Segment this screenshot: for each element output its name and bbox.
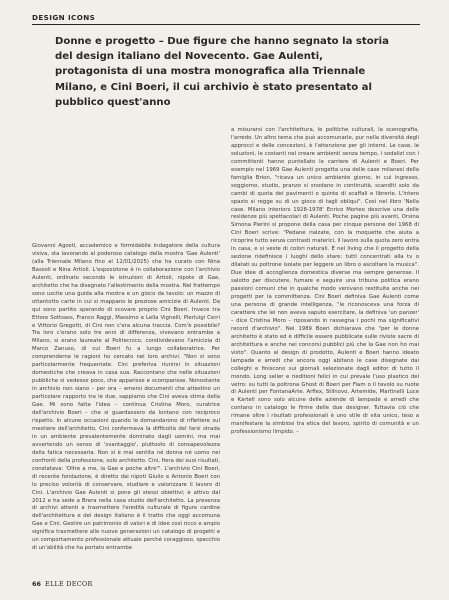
page-number: 66: [32, 580, 41, 588]
article-headline: Donne e progetto – Due figure che hanno segnato la storia del design italiano del Novecento. Gae Aulenti, protagonista di una mostra monografica alla Triennale Milano, e Cini Boeri, il cui archivio è stato presentato al pubblico quest'anno: [55, 36, 389, 108]
article-column-left: Giovanni Agosti, accademico e formidabile indagatore della cultura visiva, sta lavorando al poderoso catalogo della mostra 'Gae Aulenti' (alla Triennale Milano fino al 12/01/2025) che ha curato con Nina Bassoli e Nina Artioli. L'esposizione è in collaborazione con l'archivio Aulenti, ordinato secondo le istruzioni di Artioli, nipote di Gae, architetto che ha disegnato l'allestimento della mostra. Nel frattempo sono uscite una guida alla mostra e un gioco da tavolo: un mazzo di ottantotto carte in cui si mappano le preziose amicizie di Aulenti. Da qui sono partito sperando di scovare proprio Cini Boeri. Invece tra Ettore Sottsass, Franco Raggi, Massimo e Lella Vignelli, Pierluigi Cerri e Vittorio Gregotti, di Cini non c'era alcuna traccia. Com'è possibile? Tra loro c'erano solo tre anni di differenza, vivevano entrambe a Milano, si erano laureate al Politecnico, condividevano l'amicizia di Marco Zanuso, di cui Boeri fu a lungo collaboratrice. Per comprenderne le ragioni ho cercato nei loro archivi. "Non si sono particolarmente frequentate. Cini preferiva riunirsi in situazioni domestiche che creava in casa sua. Raccontano che nelle situazioni pubbliche si vedesse poco, che apparisse e scomparisse. Nonostante in archivio non siano – per ora – emersi documenti che attestino un particolare rapporto tra le due, sappiamo che Cini aveva stima della Gae. Mi sono fatta l'idea – continua Cristina Moro, curatrice dell'archivio Boeri – che si guardassero da lontano con reciproco rispetto. In alcune occasioni quando le domandarono di riflettere sul mestiere dell'architetto, Cini confermava la difficoltà del farsi strada in un ambiente prevalentemente dominato dagli uomini, ma mai avvertendo un senso di 'svantaggio', piuttosto di consapevolezza della fatica necessaria. Non si è mai sentita né donna né uomo nei confronti della professione, solo architetto. Cini, fiera dei suoi risultati, constatava: 'Oltre a me, la Gae e poche altre'". L'archivio Cini Boeri, di recente fondazione, è diretto dai nipoti Giulio e Antonio Boeri con lo preciso volontà di conservare, studiare e valorizzare il lavoro di Cini. L'archivio Gae Aulenti si pone gli stessi obiettivi; è attivo dal 2012 e ha sede a Brera nella casa studio dell'architetto. La presenza di archivi attenti a trasmettere l'eredità culturale di figure cardine dell'architettura e del design italiano è il tratto che oggi accomuna Gae e Cini. Gestire un patrimonio di valori e di idee così ricco e ampio significa trasmettere alle nuove generazioni un catalogo di progetti e un comportamento professionale attuale perché coraggioso, specchio di un'abilità che ha portato entrambe: [32, 243, 220, 552]
section-label: DESIGN ICONS: [32, 13, 96, 22]
section-divider: [32, 24, 420, 25]
magazine-name: ELLE DECOR: [45, 580, 93, 588]
article-column-right: a misurarsi con l'architettura, le politiche culturali, la scenografia, l'arredo. Un altro tema che può accomunarle, pur nella diversità degli approcci e delle concezioni, è l'attenzione per gli interni. Le case, le soluzioni, le costanti nel creare ambienti senza tempo, i sodalizi con i committenti hanno puntellato le carriere di Aulenti e Boeri. Per esempio nel 1969 Gae Aulenti progetta una delle case milanesi della famiglia Brion, "ricava un unico ambiente giorno, in cui ingresso, soggiorno, studio, pranzo si snodano in continuità, scanditi solo da cambi di quota dei pavimenti o quinte di scaffali e librerie. L'intero spazio si regge su di un gioco di tagli obliqui". Così nel libro 'Nella case. Milano interiors 1928-1978' Enrico Morteo descrive una delle residenze più spettacolari di Aulenti. Poche pagine più avanti, Orsina Simona Pierini si propone della casa per cinque persone del 1968 di Cini Boeri scrive: "Pedane rialzate, con la moquette che aiuta a ricoprire tutto senza contrasti materici, il lavoro sulla quota zero entra in casa, e si veste di colori naturali. È nel living che il progetto della sezione ridefinisce i luoghi dello stare: tutti concentrati alla tv o dilatati su poltrone isolate per leggere un libro o ascoltare la musica". Due idee di accoglienza domestica diverse ma sempre generose. Il salotto per discutere, fumare e seguire una tribuna politica erano passioni comuni che in qualche modo venivano restituite anche nei progetti per la committenza. Cini Boeri definiva Gae Aulenti come una persona di grande intelligenza, "le riconosceva una forza di carattere che lei non aveva saputo esercitare, la definiva 'un panzer' – dice Cristina Moro – riposando in rassegna i pochi ma significativi record d'archivio". Nel 1989 Boeri dichiarava che "per le donne architetto è stato ed è difficile essere pubblicate sulle riviste sacre di architettura e anche nei concorsi pubblici più che la Gae non ho mai visto". Quanto al design di prodotto, Aulenti e Boeri hanno ideato lampade e arredi che ancora oggi abitano le case disegnate dai colleghi e finiscono sui giornali selezionate dagli editor di tutto il mondo. Long seller e rieditioni felici in cui prevale l'uso plastico del vetro: su tutti la poltrona Ghost di Boeri per Fiam o il tavolo su ruote di Aulenti per FontanaArte. Arflex, Stilnovo, Artemide, Martinelli Luce e Kartell sono solo alcune delle aziende di lampade e arredi che contano in catalogo le firme delle due designer. Tuttavia ciò che rimane oltre i risultati professionali è uno stile di vita unico, teso a manifestare la simbiosi tra etica del lavoro, spirito di comunità e un professionismo limpido. –: [231, 127, 419, 436]
